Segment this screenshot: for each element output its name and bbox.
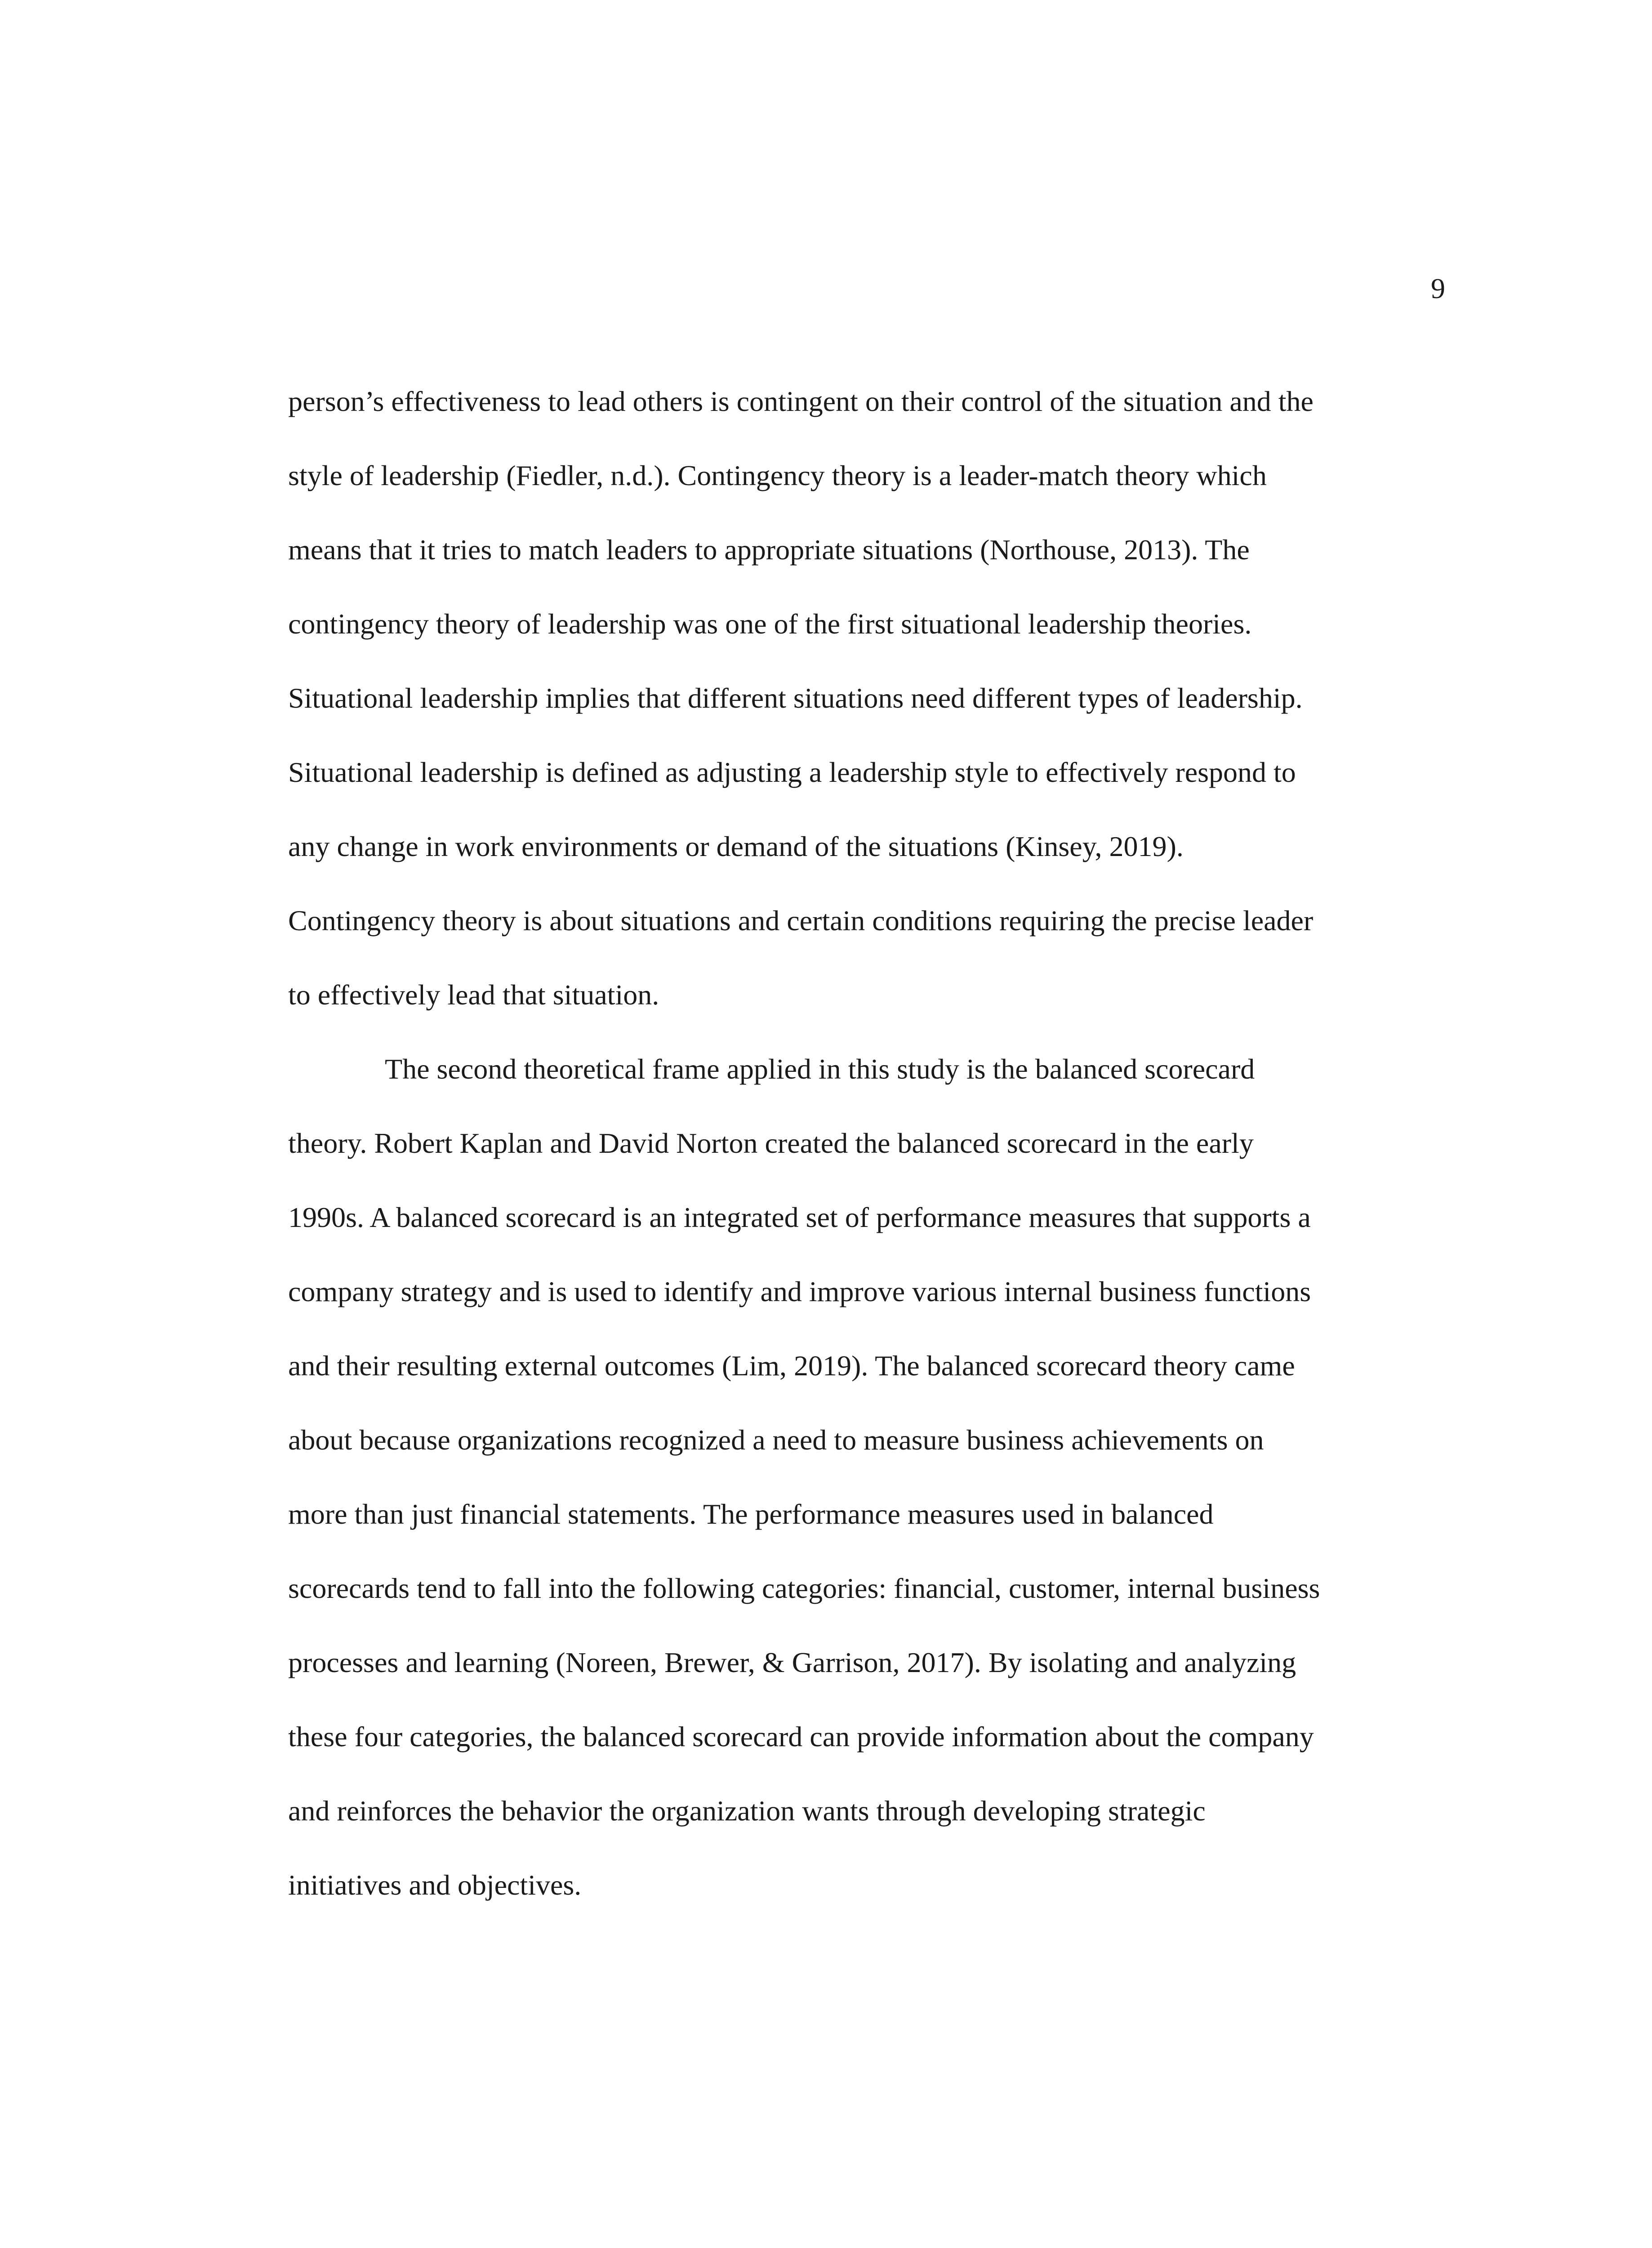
page-number: 9 xyxy=(1431,272,1445,304)
paragraph-line: Situational leadership is defined as adjusting a leadership style to effectively respond to xyxy=(288,756,1296,788)
paragraph-line: style of leadership (Fiedler, n.d.). Contingency theory is a leader-match theory which xyxy=(288,459,1267,491)
paragraph-line: Contingency theory is about situations and certain conditions requiring the precise leader xyxy=(288,905,1314,937)
paragraph-line: scorecards tend to fall into the following categories: financial, customer, internal business xyxy=(288,1572,1320,1604)
paragraph-line: contingency theory of leadership was one of the first situational leadership theories. xyxy=(288,608,1252,640)
paragraph-2 xyxy=(288,1032,1443,1922)
paragraph-line: means that it tries to match leaders to appropriate situations (Northouse, 2013). The xyxy=(288,534,1250,566)
paragraph-line: these four categories, the balanced scorecard can provide information about the company xyxy=(288,1721,1314,1753)
paragraph-line: more than just financial statements. The performance measures used in balanced xyxy=(288,1498,1214,1530)
paragraph-line: any change in work environments or demand of the situations (Kinsey, 2019). xyxy=(288,830,1184,862)
paragraph-line: to effectively lead that situation. xyxy=(288,979,659,1011)
paragraph-line: Situational leadership implies that different situations need different types of leadership. xyxy=(288,682,1303,714)
paragraph-line: about because organizations recognized a need to measure business achievements on xyxy=(288,1424,1264,1456)
paragraph-line: company strategy and is used to identify and improve various internal business functions xyxy=(288,1276,1311,1307)
paragraph-line: processes and learning (Noreen, Brewer, & Garrison, 2017). By isolating and analyzing xyxy=(288,1646,1296,1678)
paragraph-line: and reinforces the behavior the organization wants through developing strategic xyxy=(288,1795,1206,1827)
paragraph-line: The second theoretical frame applied in this study is the balanced scorecard xyxy=(385,1053,1255,1085)
paragraph-line: and their resulting external outcomes (Lim, 2019). The balanced scorecard theory came xyxy=(288,1350,1295,1382)
paragraph-line: person’s effectiveness to lead others is contingent on their control of the situation and the xyxy=(288,385,1314,417)
paragraph-1 xyxy=(288,364,1443,1032)
paragraph-line: initiatives and objectives. xyxy=(288,1869,582,1901)
paragraph-line: 1990s. A balanced scorecard is an integrated set of performance measures that supports a xyxy=(288,1201,1311,1233)
body-text xyxy=(288,364,1443,1922)
paragraph-line: theory. Robert Kaplan and David Norton created the balanced scorecard in the early xyxy=(288,1127,1254,1159)
